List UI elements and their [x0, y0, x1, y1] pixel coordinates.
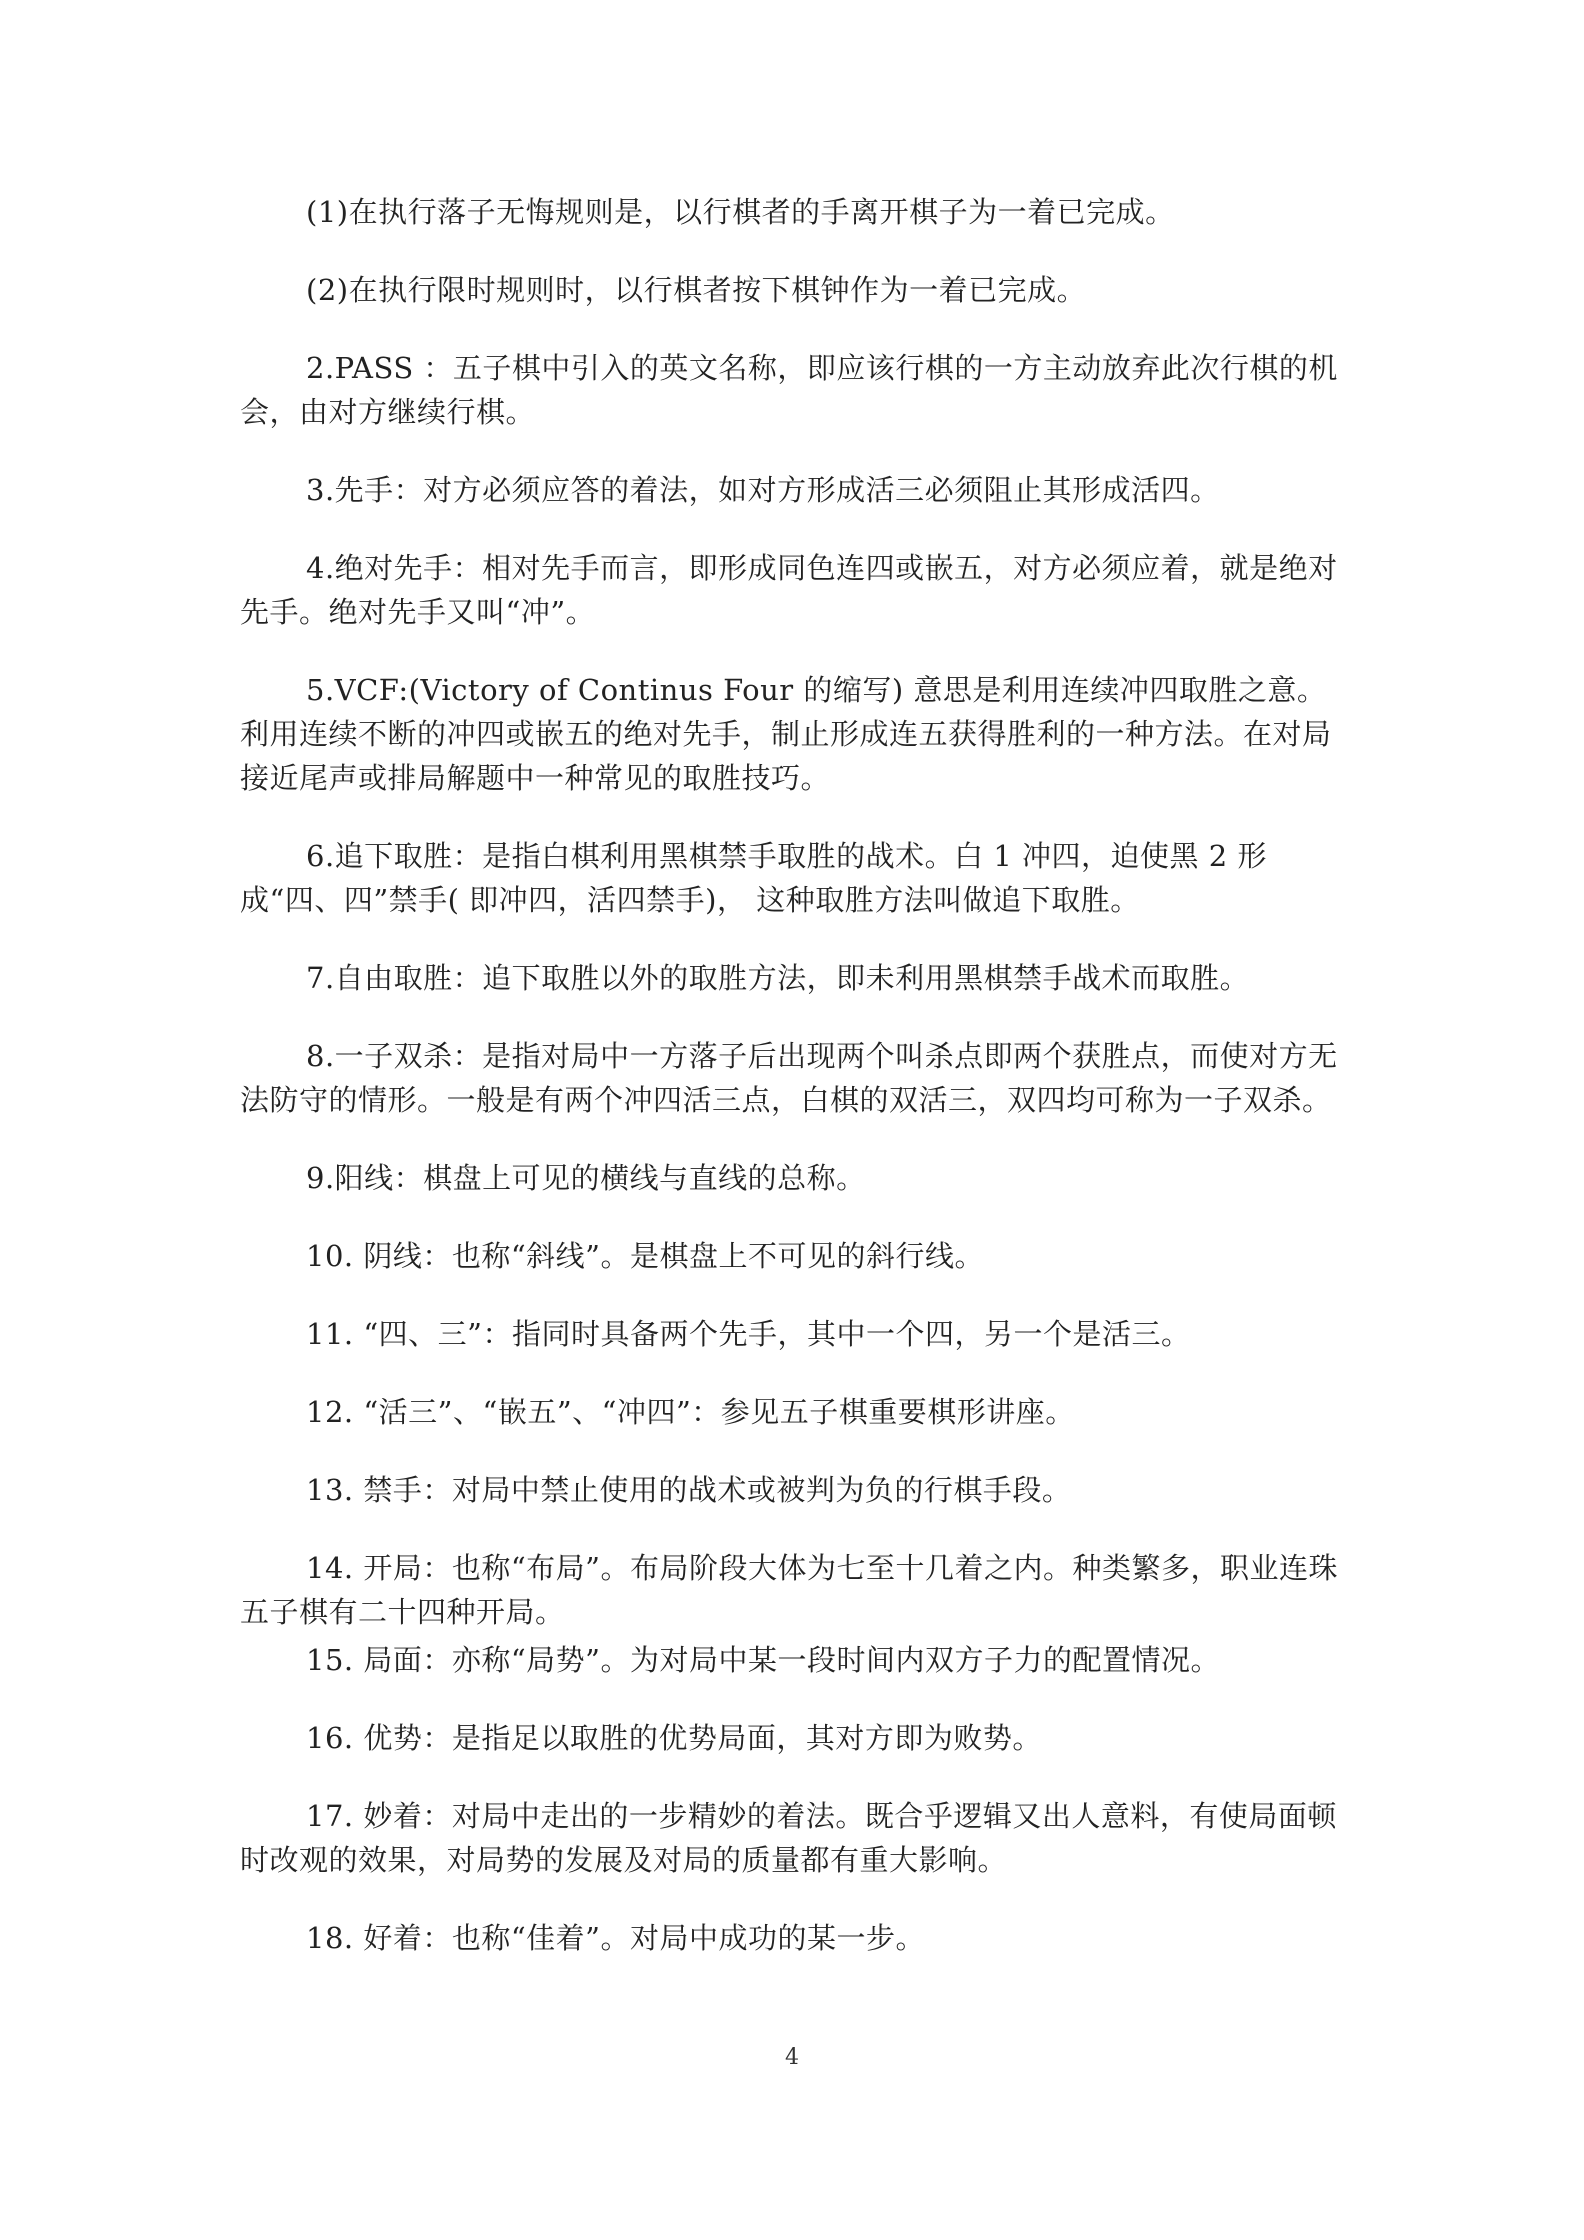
paragraph-yangxian: 9.阳线：棋盘上可见的横线与直线的总称。	[306, 1161, 866, 1195]
page-number: 4	[785, 2045, 799, 2070]
document-body	[240, 190, 1346, 1960]
paragraph-huosan: 12. “活三”、“嵌五”、“冲四”：参见五子棋重要棋形讲座。	[306, 1395, 1075, 1429]
paragraph-kaiju: 14. 开局：也称“布局”。布局阶段大体为七至十几着之内。种类繁多，职业连珠五子棋有二十四种开局。	[240, 1551, 1338, 1629]
paragraph-vcf: 5.VCF:(Victory of Continus Four 的缩写) 意思是利用连续冲四取胜之意。利用连续不断的冲四或嵌五的绝对先手，制止形成连五获得胜利的一种方法。在对局接近尾声或排局解题中一种常见的取胜技巧。	[240, 673, 1332, 795]
paragraph-yinxian: 10. 阴线：也称“斜线”。是棋盘上不可见的斜行线。	[306, 1239, 984, 1273]
paragraph-yizi-shuangsha: 8.一子双杀：是指对局中一方落子后出现两个叫杀点即两个获胜点，而使对方无法防守的情形。一般是有两个冲四活三点，白棋的双活三，双四均可称为一子双杀。	[240, 1039, 1338, 1117]
paragraph-pass: 2.PASS ：五子棋中引入的英文名称，即应该行棋的一方主动放弃此次行棋的机会，由对方继续行棋。	[240, 351, 1338, 429]
paragraph-zhuixia-qusheng: 6.追下取胜：是指白棋利用黑棋禁手取胜的战术。白 1 冲四，迫使黑 2 形成“四、四”禁手( 即冲四，活四禁手)， 这种取胜方法叫做追下取胜。	[240, 839, 1267, 917]
paragraph-1-1: (1)在执行落子无悔规则是，以行棋者的手离开棋子为一着已完成。	[306, 195, 1175, 229]
paragraph-xianshou: 3.先手：对方必须应答的着法，如对方形成活三必须阻止其形成活四。	[306, 473, 1220, 507]
paragraph-juedui-xianshou: 4.绝对先手：相对先手而言，即形成同色连四或嵌五，对方必须应着，就是绝对先手。绝对先手又叫“冲”。	[240, 551, 1338, 629]
paragraph-jumian: 15. 局面：亦称“局势”。为对局中某一段时间内双方子力的配置情况。	[306, 1643, 1220, 1677]
paragraph-sisan: 11. “四、三”：指同时具备两个先手，其中一个四，另一个是活三。	[306, 1317, 1191, 1351]
paragraph-haozhao: 18. 好着：也称“佳着”。对局中成功的某一步。	[306, 1921, 925, 1955]
paragraph-ziyou-qusheng: 7.自由取胜：追下取胜以外的取胜方法，即未利用黑棋禁手战术而取胜。	[306, 961, 1250, 995]
paragraph-1-2: (2)在执行限时规则时，以行棋者按下棋钟作为一着已完成。	[306, 273, 1087, 307]
paragraph-miaozhao: 17. 妙着：对局中走出的一步精妙的着法。既合乎逻辑又出人意料，有使局面顿时改观的效果，对局势的发展及对局的质量都有重大影响。	[240, 1799, 1337, 1877]
paragraph-youshi: 16. 优势：是指足以取胜的优势局面，其对方即为败势。	[306, 1721, 1042, 1755]
paragraph-jinshou: 13. 禁手：对局中禁止使用的战术或被判为负的行棋手段。	[306, 1473, 1072, 1507]
